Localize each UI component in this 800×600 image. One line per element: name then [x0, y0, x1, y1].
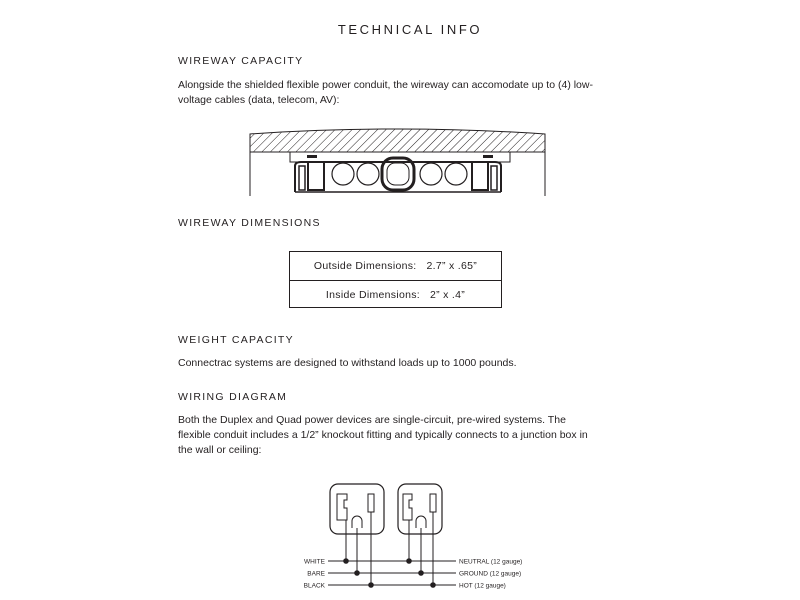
- wire-label-ground: GROUND (12 gauge): [459, 570, 522, 578]
- receptacle-left-icon: [330, 484, 384, 534]
- weight-capacity-text: Connectrac systems are designed to withstand loads up to 1000 pounds.: [178, 357, 517, 369]
- wire-label-white: WHITE: [304, 558, 325, 566]
- wire-label-hot: HOT (12 gauge): [459, 582, 506, 590]
- page-title: TECHNICAL INFO: [337, 22, 483, 37]
- inside-dimensions-label: Inside Dimensions:: [325, 289, 421, 301]
- cable-icon: [332, 163, 354, 185]
- wireway-cross-section-diagram: [245, 126, 550, 198]
- wire-label-bare: BARE: [307, 570, 325, 578]
- wireway-capacity-heading: WIREWAY CAPACITY: [178, 55, 304, 67]
- cable-icon: [357, 163, 379, 185]
- inside-dimensions-value: 2” x .4”: [430, 289, 466, 301]
- wireway-capacity-text: Alongside the shielded flexible power conduit, the wireway can accomodate up to (4) low-voltage cables (data, telecom, AV):: [178, 79, 593, 106]
- inside-dimensions-row: [290, 280, 501, 309]
- cable-icon: [445, 163, 467, 185]
- wireway-dimensions-heading: WIREWAY DIMENSIONS: [178, 217, 321, 229]
- receptacle-right-icon: [398, 484, 442, 534]
- wiring-diagram-heading: WIRING DIAGRAM: [178, 391, 288, 403]
- weight-capacity-heading: WEIGHT CAPACITY: [178, 334, 294, 346]
- wiring-diagram-text: Both the Duplex and Quad power devices are single-circuit, pre-wired systems. The flexible conduit includes a 1/2” knockout fitting and typically connects to a junction box in the wall or ceiling:: [178, 414, 588, 456]
- wire-label-black: BLACK: [303, 582, 325, 590]
- wiring-schematic: [290, 478, 530, 598]
- cable-icon: [420, 163, 442, 185]
- wire-label-neutral: NEUTRAL (12 gauge): [459, 558, 523, 566]
- outside-dimensions-value: 2.7” x .65”: [426, 260, 478, 272]
- outside-dimensions-row: [290, 252, 501, 280]
- dimensions-table: [289, 251, 502, 308]
- outside-dimensions-label: Outside Dimensions:: [313, 260, 417, 272]
